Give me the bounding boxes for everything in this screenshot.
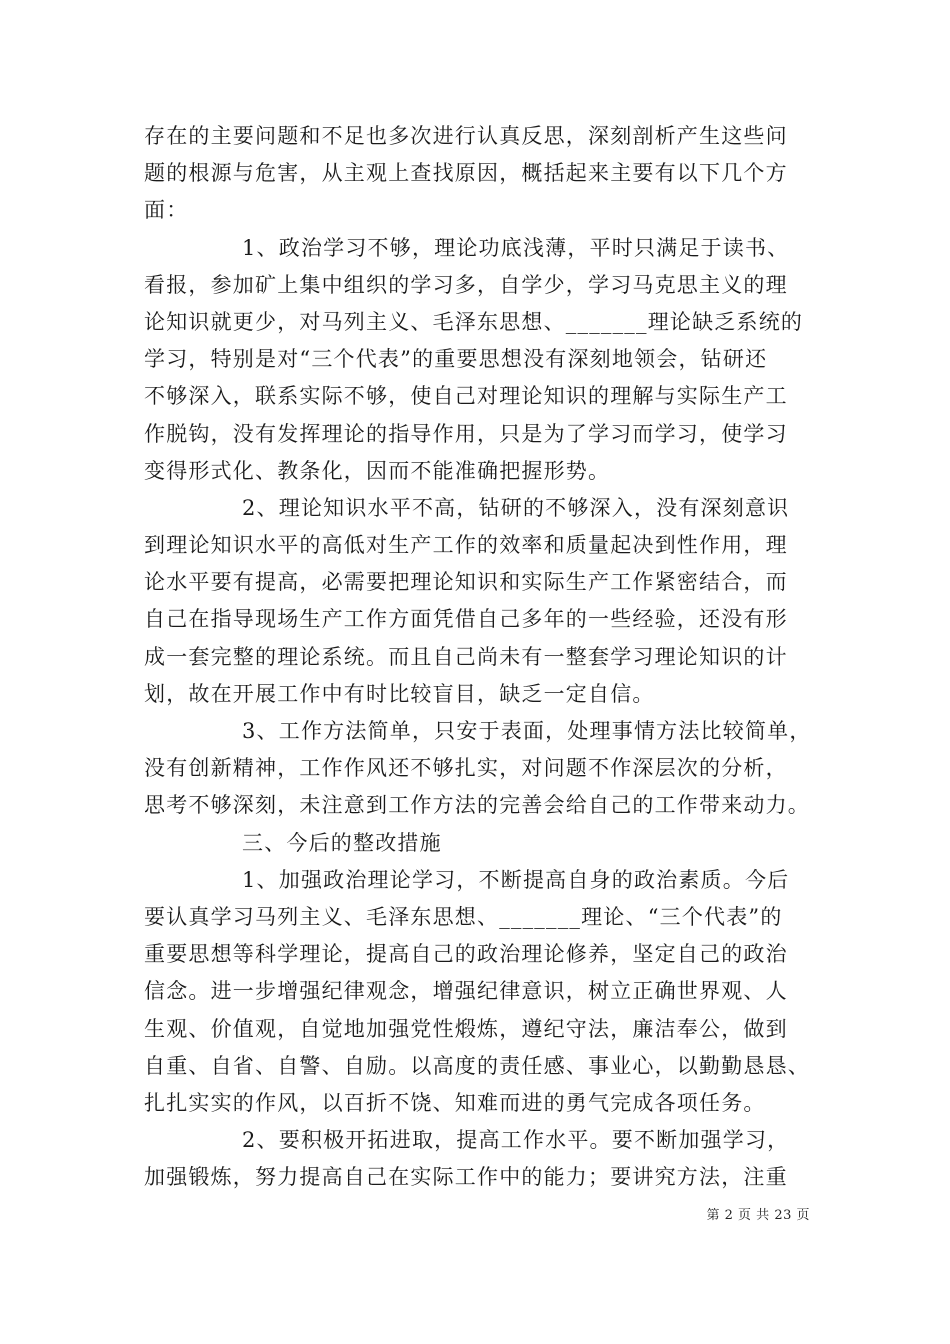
text-line: 1、加强政治理论学习，不断提高自身的政治素质。今后: [242, 867, 790, 892]
text-line: 加强锻炼，努力提高自己在实际工作中的能力；要讲究方法，注重: [144, 1165, 788, 1190]
text-line: 自己在指导现场生产工作方面凭借自己多年的一些经验，还没有形: [144, 607, 788, 632]
text-line: 作脱钩，没有发挥理论的指导作用，只是为了学习而学习，使学习: [144, 421, 788, 446]
text-line: 不够深入，联系实际不够，使自己对理论知识的理解与实际生产工: [144, 384, 788, 409]
text-line: 思考不够深刻，未注意到工作方法的完善会给自己的工作带来动力。: [144, 793, 810, 818]
text-line: 学习，特别是对“三个代表”的重要思想没有深刻地领会，钻研还: [144, 347, 768, 372]
text-line: 2、要积极开拓进取，提高工作水平。要不断加强学习，: [242, 1128, 790, 1153]
text-line: 看报，参加矿上集中组织的学习多，自学少，学习马克思主义的理: [144, 272, 788, 297]
text-line: 自重、自省、自警、自励。以高度的责任感、事业心，以勤勤恳恳、: [144, 1053, 810, 1078]
text-line: 到理论知识水平的高低对生产工作的效率和质量起决到性作用，理: [144, 533, 788, 558]
page-number: 第 2 页 共 23 页: [706, 1208, 810, 1223]
text-line: 3、工作方法简单，只安于表面，处理事情方法比较简单，: [242, 719, 812, 743]
text-line: 变得形式化、教条化，因而不能准确把握形势。: [144, 458, 611, 483]
text-line: 论知识就更少，对马列主义、毛泽东思想、_______理论缺乏系统的: [144, 309, 804, 334]
text-line: 信念。进一步增强纪律观念，增强纪律意识，树立正确世界观、人: [144, 979, 788, 1004]
text-line: 题的根源与危害，从主观上查找原因，概括起来主要有以下几个方: [144, 161, 788, 186]
text-line: 论水平要有提高，必需要把理论知识和实际生产工作紧密结合，而: [144, 570, 788, 595]
text-line: 2、理论知识水平不高，钻研的不够深入，没有深刻意识: [242, 495, 790, 520]
text-line: 划，故在开展工作中有时比较盲目，缺乏一定自信。: [144, 681, 655, 706]
document-body: [144, 118, 834, 1196]
text-line: 要认真学习马列主义、毛泽东思想、_______理论、“三个代表”的: [144, 904, 783, 929]
text-line: 成一套完整的理论系统。而且自己尚未有一整套学习理论知识的计: [144, 644, 788, 669]
text-line: 面：: [144, 198, 189, 223]
text-line: 三、今后的整改措施: [242, 830, 442, 855]
text-line: 生观、价值观，自觉地加强党性煅炼，遵纪守法，廉洁奉公，做到: [144, 1016, 788, 1041]
text-line: 重要思想等科学理论，提高自己的政治理论修养，坚定自己的政治: [144, 942, 788, 967]
text-line: 存在的主要问题和不足也多次进行认真反思，深刻剖析产生这些问: [144, 124, 788, 148]
text-line: 扎扎实实的作风，以百折不饶、知难而进的勇气完成各项任务。: [144, 1090, 766, 1115]
text-line: 1、政治学习不够，理论功底浅薄，平时只满足于读书、: [242, 235, 790, 260]
text-line: 没有创新精神，工作作风还不够扎实，对问题不作深层次的分析，: [144, 756, 788, 781]
